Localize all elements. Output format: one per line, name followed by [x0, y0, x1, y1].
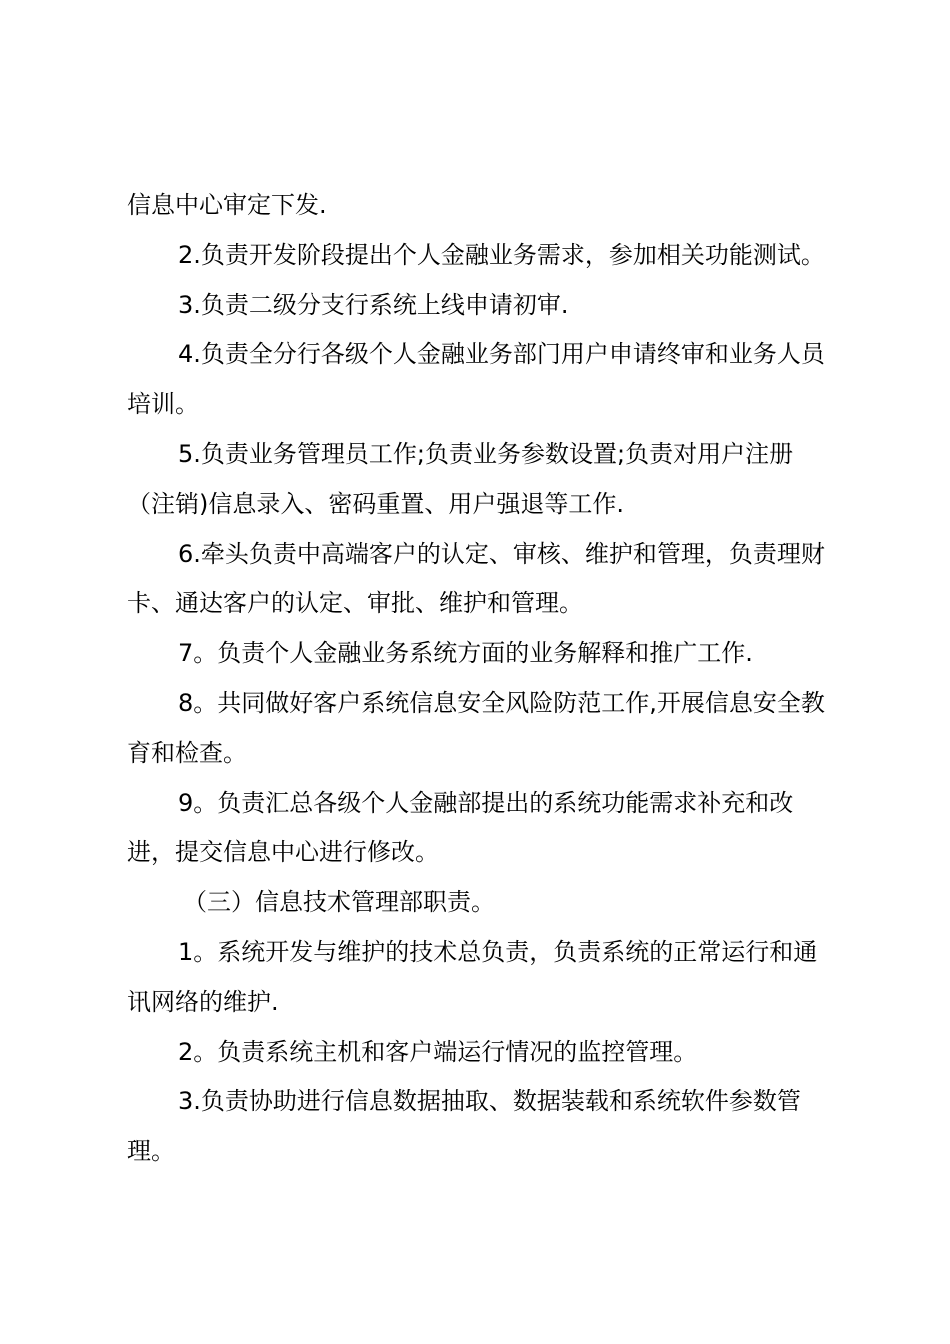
paragraph-item-5: 5.负责业务管理员工作;负责业务参数设置;负责对用户注册（注销)信息录入、密码重置、用户强退等工作. — [127, 439, 794, 518]
document-body — [127, 181, 837, 1177]
paragraph-item-9: 9。负责汇总各级个人金融部提出的系统功能需求补充和改进，提交信息中心进行修改。 — [127, 788, 794, 867]
paragraph-item-6: 6.牵头负责中高端客户的认定、审核、维护和管理，负责理财卡、通达客户的认定、审批、维护和管理。 — [127, 539, 825, 618]
paragraph-item-7: 7。负责个人金融业务系统方面的业务解释和推广工作. — [178, 639, 753, 668]
paragraph-item-4: 4.负责全分行各级个人金融业务部门用户申请终审和业务人员培训。 — [127, 340, 825, 419]
paragraph-sec-item-2: 2。负责系统主机和客户端运行情况的监控管理。 — [178, 1037, 698, 1066]
paragraph-sec-item-1: 1。系统开发与维护的技术总负责，负责系统的正常运行和通讯网络的维护. — [127, 937, 818, 1016]
section-heading: （三）信息技术管理部职责。 — [183, 888, 495, 917]
paragraph-continuation: 信息中心审定下发. — [127, 191, 327, 219]
paragraph-item-2: 2.负责开发阶段提出个人金融业务需求，参加相关功能测试。 — [178, 240, 825, 269]
paragraph-item-3: 3.负责二级分支行系统上线申请初审. — [178, 290, 569, 319]
paragraph-sec-item-3: 3.负责协助进行信息数据抽取、数据装载和系统软件参数管理。 — [127, 1087, 801, 1166]
paragraph-item-8: 8。共同做好客户系统信息安全风险防范工作,开展信息安全教育和检查。 — [127, 688, 825, 767]
